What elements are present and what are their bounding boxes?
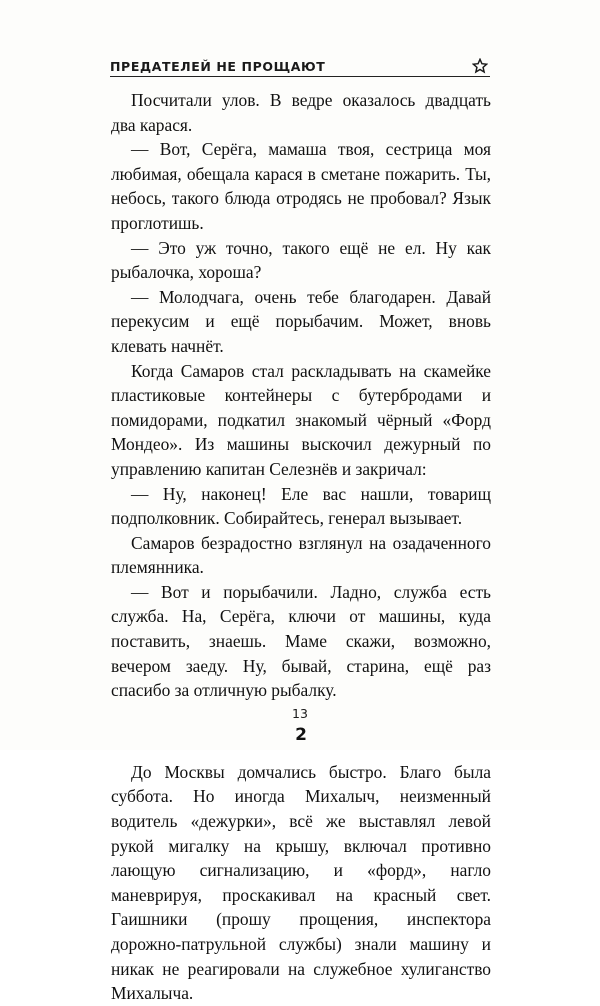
body-text xyxy=(111,88,491,1006)
running-title: ПРЕДАТЕЛЕЙ НЕ ПРОЩАЮТ xyxy=(110,59,326,74)
paragraph: — Ну, наконец! Еле вас нашли, товарищ подполковник. Собирайтесь, генерал вызывает. xyxy=(111,483,491,529)
chapter-number: 2 xyxy=(295,724,307,745)
paragraph: — Вот и порыбачили. Ладно, служба есть служба. На, Серёга, ключи от машины, куда поставить, знаешь. Маме скажи, возможно, вечером заеду. Ну, бывай, старина, ещё раз спасибо за отличную рыбалку. xyxy=(111,581,491,701)
header-rule xyxy=(110,76,490,77)
paragraph: — Молодчага, очень тебе благодарен. Давай перекусим и ещё порыбачим. Может, вновь клевать начнёт. xyxy=(111,286,491,356)
paragraph: До Москвы домчались быстро. Благо была суббота. Но иногда Михалыч, неизменный водитель «дежурки», всё же выставлял левой рукой мигалку на крышу, включал противно лающую сигнализацию, и «форд», нагло маневрируя, проскакивал на красный свет. Гаишники (прошу прощения, инспектора дорожно-патрульной службы) знали машину и никак не реагировали на служебное хулиганство Михалыча. xyxy=(111,761,491,1004)
star-outline-icon xyxy=(472,58,488,74)
paragraph: — Это уж точно, такого ещё не ел. Ну как рыбалочка, хороша? xyxy=(111,237,491,283)
paragraph: — Вот, Серёга, мамаша твоя, сестрица моя любимая, обещала карася в сметане пожарить. Ты, небось, такого блюда отродясь не пробовал? Язык проглотишь. xyxy=(111,139,491,233)
paragraph: Когда Самаров стал раскладывать на скамейке пластиковые контейнеры с бутербродами и помидорами, подкатил знакомый чёрный «Форд Мондео». Из машины выскочил дежурный по управлению капитан Селезнёв и закричал: xyxy=(111,360,491,479)
paragraph: Самаров безрадостно взглянул на озадаченного племянника. xyxy=(111,532,491,578)
paragraph: Посчитали улов. В ведре оказалось двадцать два карася. xyxy=(111,90,491,135)
running-head xyxy=(110,52,488,74)
page-number: 13 xyxy=(292,706,308,721)
